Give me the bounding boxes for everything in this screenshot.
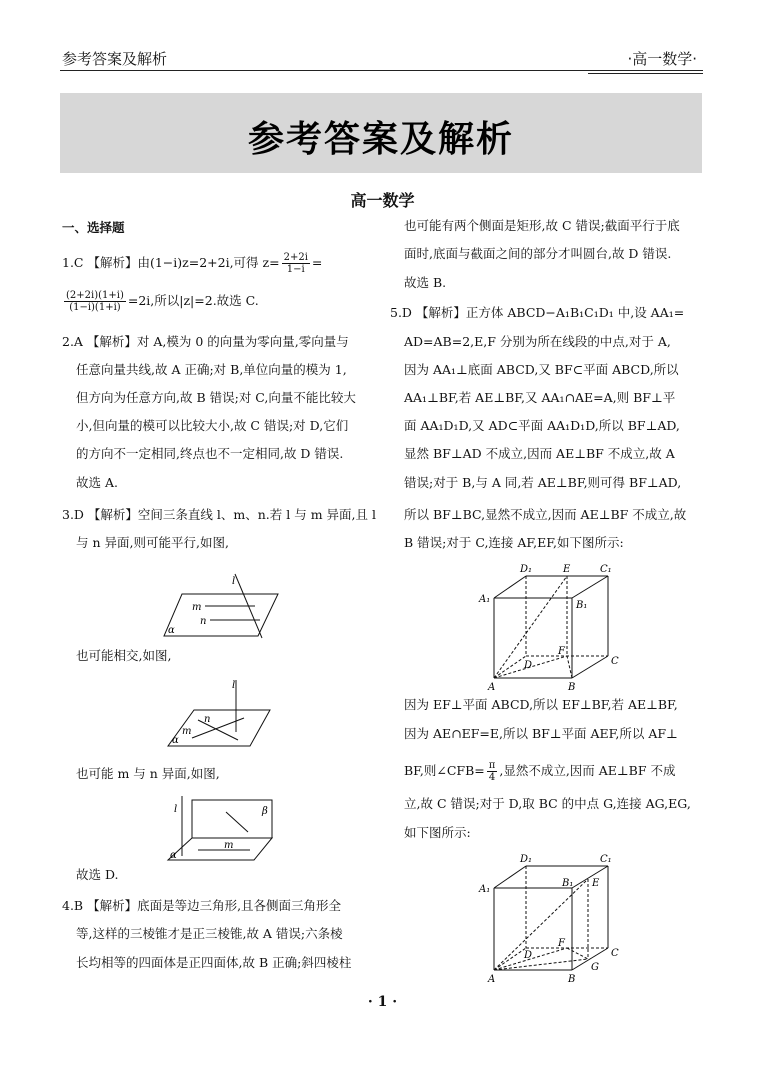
q3-mid-1: 也可能相交,如图, <box>76 648 172 663</box>
cube2-label: G <box>591 962 599 973</box>
fig3-label: m <box>224 840 234 851</box>
figure-cube-2 <box>474 852 634 987</box>
angle-fraction: $\frac{\pi}{4}$ <box>488 760 496 783</box>
q2-line: 小,但向量的模可以比较大小,故 C 错误;对 D,它们 <box>76 418 349 433</box>
subtitle: 高一数学 <box>350 191 415 210</box>
fig2-label: α <box>172 735 179 746</box>
q2-line: 2.A 【解析】对 A,模为 0 的向量为零向量,零向量与 <box>62 334 349 349</box>
fig1-label: m <box>192 602 202 613</box>
q3-line: 3.D 【解析】空间三条直线 l、m、n.若 l 与 m 异面,且 l <box>62 507 376 522</box>
q1-fraction: $\frac{2+2i}{1-i}$ <box>283 252 308 275</box>
q1-line-2 <box>62 290 374 313</box>
cube1-label: B₁ <box>576 600 588 611</box>
cube1-label: C₁ <box>600 564 612 575</box>
q1-text-b: = <box>311 255 323 270</box>
q2-line: 的方向不一定相同,终点也不一定相同,故 D 错误. <box>76 446 344 461</box>
q5-line: 面 AA₁D₁D,又 AD⊂平面 AA₁D₁D,所以 BF⊥AD, <box>404 418 680 433</box>
q5-line: 显然 BF⊥AD 不成立,因而 AE⊥BF 不成立,故 A <box>404 446 675 461</box>
q4-continued: 面时,底面与截面之间的部分才叫圆台,故 D 错误. <box>404 246 672 261</box>
q5-line: AD=AB=2,E,F 分别为所在线段的中点,对于 A, <box>404 334 671 349</box>
q5c-text-b: ,显然不成立,因而 AE⊥BF 不成 <box>499 763 676 778</box>
figure-skew-lines <box>158 792 278 864</box>
figure-cube-1 <box>474 562 634 694</box>
cube1-label: D₁ <box>520 564 533 575</box>
cube1-label: B <box>568 682 576 693</box>
cube2-label: A₁ <box>479 884 491 895</box>
q5-line: 因为 AA₁⊥底面 ABCD,又 BF⊂平面 ABCD,所以 <box>404 362 679 377</box>
q1-text-c: =2i,所以|z|=2.故选 C. <box>127 293 259 308</box>
cube2-label: F <box>558 938 565 949</box>
q4-line: 长均相等的四面体是正四面体,故 B 正确;斜四棱柱 <box>76 955 352 970</box>
fig1-label: l <box>232 576 236 587</box>
q5-line: 错误;对于 B,与 A 同,若 AE⊥BF,则可得 BF⊥AD, <box>404 475 682 490</box>
q4-line: 4.B 【解析】底面是等边三角形,且各侧面三角形全 <box>62 898 342 913</box>
q1-text-a: 1.C 【解析】由(1−i)z=2+2i,可得 z= <box>62 255 280 270</box>
header-rule <box>60 70 703 71</box>
q2-line: 但方向为任意方向,故 B 错误;对 C,向量不能比较大 <box>76 390 356 405</box>
q3-end: 故选 D. <box>76 867 119 882</box>
figure-parallel-lines <box>160 566 280 646</box>
q1-fraction-2: $\frac{(2+2i)(1+i)}{(1-i)(1+i)}$ <box>66 290 124 313</box>
fig1-label: α <box>168 625 175 636</box>
q5b-line: 因为 EF⊥平面 ABCD,所以 EF⊥BF,若 AE⊥BF, <box>404 697 678 712</box>
cube1-label: F <box>558 646 565 657</box>
q5-line: 所以 BF⊥BC,显然不成立,因而 AE⊥BF 不成立,故 <box>404 507 687 522</box>
fig2-label: n <box>204 714 211 725</box>
cube1-label: D <box>524 660 533 671</box>
q5-line: B 错误;对于 C,连接 AF,EF,如下图所示: <box>404 535 624 550</box>
q5b-line: 因为 AE∩EF=E,所以 BF⊥平面 AEF,所以 AF⊥ <box>404 726 678 741</box>
cube2-label: B <box>568 974 576 985</box>
cube1-label: E <box>563 564 571 575</box>
q3-mid-2: 也可能 m 与 n 异面,如图, <box>76 766 220 781</box>
fig3-label: β <box>262 806 268 817</box>
figure-intersecting-lines <box>166 676 276 751</box>
page-number: · 1 · <box>367 994 398 1010</box>
header-rule-accent <box>588 73 703 74</box>
cube2-label: D <box>524 950 533 961</box>
q5c-text-a: BF,则∠CFB= <box>404 763 485 778</box>
q2-line: 任意向量共线,故 A 正确;对 B,单位向量的模为 1, <box>76 362 347 377</box>
q4-continued: 故选 B. <box>404 275 447 290</box>
cube2-label: E <box>592 878 600 889</box>
fig1-label: n <box>200 616 207 627</box>
fig2-label: l <box>232 680 236 691</box>
q3-line: 与 n 异面,则可能平行,如图, <box>76 535 229 550</box>
header-left: 参考答案及解析 <box>62 50 168 68</box>
q1-line-1 <box>62 252 374 275</box>
q5d-line: 如下图所示: <box>404 825 471 840</box>
fig2-label: m <box>182 726 192 737</box>
cube2-label: B₁ <box>562 878 574 889</box>
fig3-label: α <box>170 850 177 861</box>
title-banner <box>60 93 702 173</box>
cube2-label: A <box>488 974 496 985</box>
q5c-line <box>404 760 676 783</box>
q5-line: AA₁⊥BF,若 AE⊥BF,又 AA₁∩AE=A,则 BF⊥平 <box>404 390 676 405</box>
cube2-label: C <box>611 948 619 959</box>
q4-continued: 也可能有两个侧面是矩形,故 C 错误;截面平行于底 <box>404 218 680 233</box>
section-heading: 一、选择题 <box>62 220 125 235</box>
cube1-label: A₁ <box>479 594 491 605</box>
cube1-label: C <box>611 656 619 667</box>
q5d-line: 立,故 C 错误;对于 D,取 BC 的中点 G,连接 AG,EG, <box>404 796 691 811</box>
q4-line: 等,这样的三棱锥才是正三棱锥,故 A 错误;六条棱 <box>76 926 343 941</box>
cube2-label: C₁ <box>600 854 612 865</box>
banner-title: 参考答案及解析 <box>247 119 514 160</box>
q2-line: 故选 A. <box>76 475 118 490</box>
header-right: ·高一数学· <box>627 50 697 68</box>
cube2-label: D₁ <box>520 854 533 865</box>
fig3-label: l <box>174 804 178 815</box>
cube1-label: A <box>488 682 496 693</box>
q5-line: 5.D 【解析】正方体 ABCD−A₁B₁C₁D₁ 中,设 AA₁= <box>390 305 685 320</box>
